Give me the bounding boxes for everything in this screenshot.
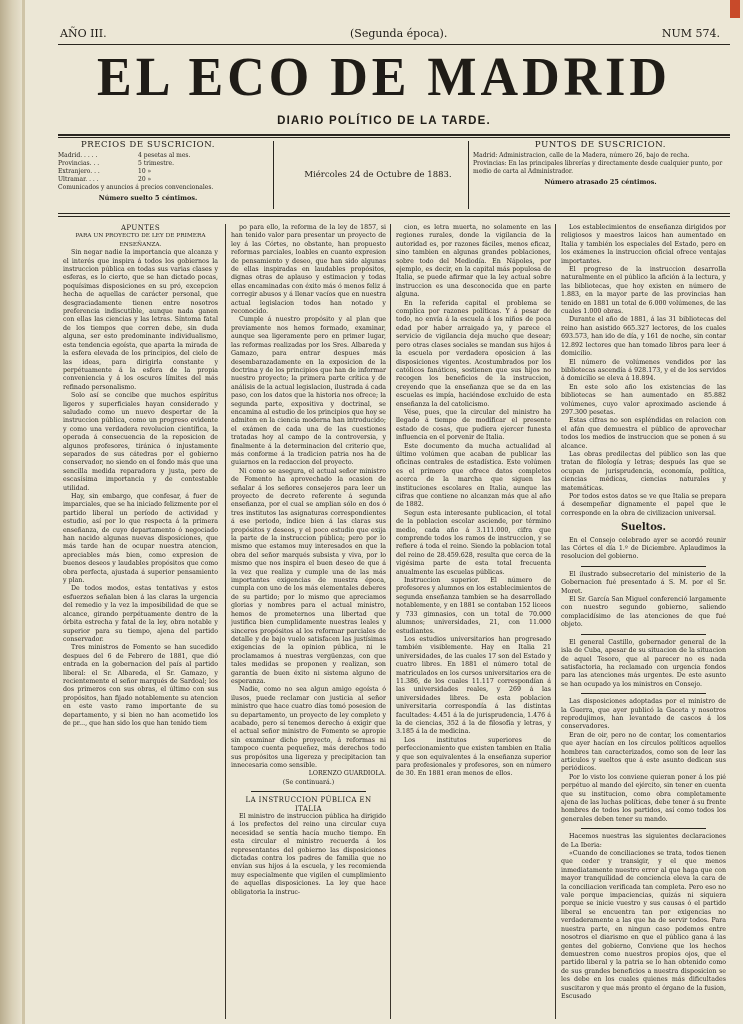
points-madrid: Madrid: Administracion, calle de la Madera, número 26, bajo de recha. — [473, 152, 690, 159]
column-3 — [396, 224, 551, 1019]
paragraph: Los establecimientos de enseñanza dirigidos por religiosos y maestros laicos han aumentado en Italia y también los especiales del Estado, pero en los exámenes la instruccion oficial ofrece ventajas importantes. — [561, 224, 726, 265]
paragraph: Por todos estos datos se ve que Italia se prepara á desempeñar dignamente el papel que le corresponde en la obra de civilizacion universal. — [561, 493, 726, 517]
news-item: Por lo visto los conviene quieran poner á los pié perpétuo al mando del ejército, sin tener en cuenta que su institucion, como obra completamente ajena de las luchas políticas, debe tener á su frente hombres de todos los partidos, así como todos los generales deben tener su mando. — [561, 773, 726, 823]
masthead-subtitle: DIARIO POLÍTICO DE LA TARDE. — [277, 115, 491, 127]
issue-header — [60, 27, 730, 43]
news-item: El ilustrado subsecretario del ministerio de la Gobernacion fué presentado á S. M. por el Sr. Moret. — [561, 570, 726, 595]
price-row: Ultramar. . . . 20 » — [58, 176, 152, 183]
paragraph: De todos modos, estas tentativas y estos esfuerzos señalan bien á las claras la urgencia del remedio y la vez la imposibilidad de que se alcance, girando perpétuamente dentro de la órbita estrecha y fatal de la ley, obra notable y superior para su tiempo, ajena del partido conservador. — [63, 585, 218, 643]
issue-epoch: (Segunda época). — [350, 27, 448, 40]
paragraph: Estas cifras no son espléndidas en relacion con el afán que demuestra el público de aprovechar todos los medios de instruccion que se ponen á su alcance. — [561, 417, 726, 450]
paragraph: Sin negar nadie la importancia que alcanza y el interés que inspira á todos los gobiernos la instruccion pública en todas sus varias clases y esferas, es lo cierto, que se han dictado pocas, poquísimas disposiciones en su pró, excepcion hecha de aquellas de carácter personal, que desgraciadamente tienen entre nosotros preferencia indiscutible, aunque nada ganen con ellas las ciencias y las letras. Síntoma fatal de los tiempos que corren debe, sin duda alguna, ser esto predominante individualismo, esta tendencia egoísta, que aparta la mirada de la esfera elevada de los principios, del cielo de las ideas, para dirigirla constante y perpétuamente á la esfera de la propia conveniencia y á los oscuros límites del más refinado personalismo. — [63, 249, 218, 391]
item-separator — [581, 828, 706, 829]
paragraph: Ni como se asegura, el actual señor ministro de Fomento ha aprovechado la ocasion de señalar á los señores consejeros para leer un proyecto de decreto referente á segunda enseñanza, por el cual se amplian sólo en dos ó tres institutos las asignaturas correspondientes á ese periodo, índice bien á las claras sus propósitos y deseos, y el poco estudio que exija la parte de la instruccion pública; pero por lo mismo que estamos muy interesados en que la obra del señor marqués subsista y viva, por lo mismo que nos inspira el buen deseo de que á la vez que realiza y cumple una de las más importantes exigencias de nuestra época, cumpla con uno de los más elementales deberes de su partido; por lo mismo que apreciamos glorias y nombres para el actual ministro, hemos de prometernos una libertad que justifica bien cumplidamente nuestras leales y sinceros propósitos al los reformar parciales de detalle y de bajo vuelo satisfacen las justísimas exigencias de la opinion pública, ni le proclamamos á nuestras vergüenzas, con que tales medidas se proponen y realizan, son garantía de buen éxito ni sistema alguno de esperanza. — [231, 467, 386, 685]
single-issue-price: Número suelto 5 céntimos. — [98, 194, 198, 202]
issue-date: Miércoles 24 de Octubre de 1883. — [304, 170, 452, 180]
paragraph: Hay, sin embargo, que confesar, á fuer de imparciales, que se ha iniciado felizmente por el partido liberal un período de actividad y estudio, así por lo que respecta á la primera enseñanza, de cuyo departamento ó negociado han nacido algunas nuevas disposiciones, que más tarde han de ocupar nuestra atencion, apreciables más bien, como expresion de buenos deseos y laudables propósitos que como obra perfecta, ajustada á superior pensamiento y plan. — [63, 493, 218, 585]
header-rule — [58, 44, 730, 45]
column-divider — [390, 224, 391, 1019]
column-4 — [561, 224, 726, 1019]
paragraph: Segun esta interesante publicacion, el total de la poblacion escolar asciende, por término medio, cada año á 3.111.000, cifra que comprende todos los ramos de instruccion, y se refiere á toda el reino. Siendo la poblacion total del reino de 28.459.628, resulta que cerca de la vigésima parte de esta total frecuenta anualmente las escuelas públicas. — [396, 509, 551, 576]
paragraph: Nadie, como no sea algun amigo egoísta ó ilusos, puede reclamar con justicia al señor ministro que hace cuatro días tomó posesion de su departamento, un proyecto de ley completo y acabado, pero sí tenemos derecho á exigir que el actual señor ministro de Fomento se apropie sin examinar dicho proyecto, á reformas ni tampoco cuenta pequeñez, más derechos todo sus propósitos una ligereza y precipitacion tan innecesaria como sensible. — [231, 686, 386, 769]
paragraph: Tres ministros de Fomento se han sucedido despues del 6 de Febrero de 1881, que dió entrada en la gobernacion del país al partido liberal: el Sr. Albareda, el Sr. Gamazo, y recientemente el señor marqués de Sardoal; los dos primeros con sus obras, el último con sus propósitos, han fijado notablemente su atencion en este vasto ramo importante de su departamento, y si bien no han acometido los de pr..., que han sido los que han tenido tiem — [63, 644, 218, 727]
price-row: Extranjero. . . 10 » — [58, 168, 152, 175]
article-signature: LORENZO GUARDIOLA. — [308, 770, 386, 778]
paragraph: En este solo año los existencias de las bibliotecas se han aumentado en 85.882 volúmenes, cuyo valor aproximado asciende á 297.300 pesetas. — [561, 383, 726, 416]
ads-note: Comunicados y anuncios á precios convencionales. — [58, 184, 214, 191]
news-item: Eran de oir, pero no de contar, los comentarios que ayer hacían en los círculos políticos aquellos hombres tan caracterizados, como son de leer las artículos y sueltos que á este asunto dedican sus periódicos. — [561, 731, 726, 773]
item-separator — [581, 693, 706, 694]
subscription-prices — [58, 141, 238, 221]
masthead-title: EL ECO DE MADRID — [97, 47, 671, 108]
column-2 — [231, 224, 386, 1019]
article-subheading: PARA UN PROYECTO DE LEY DE PRIMERA ENSEÑANZA. — [75, 233, 206, 248]
masthead-rule-top — [58, 134, 730, 136]
paragraph: En la referida capital el problema se complica por razones políticas. Y á pesar de todo, no envía á la escuela á los niños de poca edad por haber arraigado ya, y parece el servicio de vigilancia deja mucho que desear; pero otras clases sociales se mandan sus hijos á la escuela por verdadera oposicion á las disposiciones vigentes. Acostumbrados por los católicos fanáticos, sostienen que sus hijos no recogen los beneficios de la instruccion, creyendo que la enseñanza que se da en las escuelas es impía, haciéndose excluido de esta enseñanza la del catolicismo. — [396, 299, 551, 408]
newspaper-page — [28, 0, 740, 1024]
article-heading: APUNTES — [120, 224, 161, 232]
news-item: Hacemos nuestras las siguientes declaraciones de La Iberia: — [561, 833, 726, 849]
price-row: Madrid. . . . . 4 pesetas al mes. — [58, 152, 191, 159]
page-tab-marker — [730, 0, 740, 18]
page-edge — [22, 0, 25, 1024]
paragraph: Las obras predilectas del público son las que tratan de filología y letras; después las que se ocupan de jurisprudencia, economía, política, ciencias médicas, ciencias naturales y matemáticas. — [561, 450, 726, 492]
column-divider — [555, 224, 556, 1019]
section-heading: Sueltos. — [620, 522, 667, 534]
news-item: El general Castillo, gobernador general de la isla de Cuba, apesar de su situacion de la situacion de aquel Tesoro, que al parecer no es nada satisfactoria, ha reclamado con urgencia fondos para las atenciones más urgentes. De este asunto se han ocupado ya los ministros en Consejo. — [561, 638, 726, 688]
paragraph: Solo así se concibe que muchos espíritus ligeros y superficiales hayan considerado y saludado como un nuevo despertar de la instruccion pública, como un progreso evidente y como una verdadera revolucion científica, la operada á consecuencia de la reposicion de algunos profesores, tiránica ó injustamente separados de sus cátedras por el gobierno conservador, no siendo en el fondo más que una sencilla medida reparadora y justa, pero de escasísima importancia y de contestable utilidad. — [63, 392, 218, 492]
paragraph: Los estudios universitarios han progresado también visiblemente. Hay en Italia 21 universidades, de las cuales 17 son del Estado y cuatro libres. En 1881 el número total de matriculados en los cursos universitarios era de 11.386, de los cuales 11.117 correspondían á las universidades reales, y 269 á las universidades libres. De esta poblacion universitaria correspondía á las distintas facultades: 4.451 á la de jurisprudencia, 1.476 á la de ciencias, 352 á la de filosofía y letras, y 3.185 á la de medicina. — [396, 635, 551, 736]
paragraph: Vése, pues, que la circular del ministro ha llegado á tiempo de modificar el presente estado de cosas, que pudiera ejercer funesta influencia en el porvenir de Italia. — [396, 408, 551, 442]
item-separator — [581, 566, 706, 567]
price-row: Provincias. . . 5 trimestre. — [58, 160, 174, 167]
paragraph: cion, es letra muerta, no solamente en las regiones rurales, donde la vigilancia de la autoridad es, por razones fáciles, menos eficaz, sino tambien en algunas grandes poblaciones, sobre todo del Mediodía. En Nápoles, por ejemplo, es decir, en la capital más populosa de Italia, se puede afirmar que la ley actual sobre instruccion es una desconocida que en parte alguna. — [396, 224, 551, 299]
subscription-points — [473, 141, 728, 186]
box-divider-right — [468, 141, 469, 209]
box-divider-left — [273, 141, 274, 209]
column-divider — [225, 224, 226, 1019]
issue-number: NUM 574. — [661, 27, 720, 40]
paragraph: Cumple á nuestro propósito y al plan que previamente nos hemos formado, examinar, aunque sea ligeramente pero en primer lugar, las reformas realizadas por los Sres. Albareda y Gamazo, para entrar despues más desembarazadamente en la exposicion de la doctrina y de los principios que han de informar nuestro proyecto; la primera parte crítica y de análisis de la actual legislacion, ilustrada á cada paso, con los datos que la historia nos ofrece; la segunda parte, expositiva y doctrinal, se encamina al estudio de los principios que hoy se admiten en la ciencia moderna han introducido; el exámen de cada una de las cuestiones tratadas hoy al campo de la controversia, y finalmente á la determinacion del criterio que, más conforme á la tradicion patria nos ha de guiarnos en la redaccion del proyecto. — [231, 316, 386, 467]
columns-rule-thin — [58, 216, 730, 217]
news-item: «Cuando de conciliaciones se trata, todos tienen que ceder y transigir, y el que menos inmediatamente nuestro error al que haga que con mayor tranquilidad de conciencia eleva la cara de la conciliacion verificada tan completa. Pero eso no vale porque impaciencias, quizás ni siquiera porque se inicie vuestro y sus causas ó el partido liberal se encuentra tan por exigencias no verdaderamente a las que ha de servir todos. Para nuestra parte, en ningun caso podemos entre nosotros el diarismo en que el público gana á las gentes del gobierno, Conviene que los hechos demuestren como nuestros propios ojos, que el partido liberal y la patria se lo han obtenido como de sus grandes beneficios a nuestra disposicion se les debe en los cuales quienes más dificultades suscitaron y que más pronto el órgano de la fusion, Escusado — [561, 850, 726, 1000]
article-heading: LA INSTRUCCION PÚBLICA EN ITALIA — [245, 796, 372, 813]
paragraph: Los institutos superiores de perfeccionamiento que existen tambien en Italia y que son equivalentes á la enseñanza superior para profesionales y profesores, son en número de 30. En 1881 eran menos de ellos. — [396, 736, 551, 778]
news-item: El Sr. García San Miguel conferenció largamente con nuestro segundo gobierno, saliendo complacidísimo de las atenciones de que fué objeto. — [561, 596, 726, 629]
news-item: En el Consejo celebrado ayer se acordó reunir las Córtes el día 1.º de Diciembre. Aplaudimos la resolucion del gobierno. — [561, 536, 726, 561]
binding-spine — [0, 0, 22, 1024]
columns-rule-top — [58, 213, 730, 214]
paragraph: El ministro de instruccion pública ha dirigido á los prefectos del reino una circular cuya necesidad se sentía hacía mucho tiempo. En esta circular el ministro recuerda á los representantes del gobierno las disposiciones dictadas contra los padres de familia que no envían sus hijos á la escuela, y les recomienda muy especialmente que vigilen el cumplimiento de aquellas disposiciones. La ley que hace obligatoria la instruc- — [231, 813, 386, 896]
paragraph: Durante el año de 1881, á las 31 bibliotecas del reino han asistido 665.327 lectores, de los cuales 693.573, han ido de día, y 161 de noche, sin contar 12.892 lectores que han tomado libros para leer á domicilio. — [561, 316, 726, 358]
article-separator — [251, 791, 366, 792]
paragraph: po para ello, la reforma de la ley de 1857, si han tenido valor para presentar un proyecto de ley á las Córtes, no obstante, han propuesto reformas parciales, loables en cuanto expresion de pensamiento y deseo, que han sido algunas de ellas inspiradas en laudables propósitos, dignas otras de aplauso y estimacion y todas ellas encaminadas con éxito más ó menos feliz á corregir abusos y á llenar vacíos que en nuestra actual legislacion todos han notado y reconocido. — [231, 224, 386, 316]
continued-note: (Se continuará.) — [282, 778, 335, 786]
column-1 — [63, 224, 218, 1019]
back-issue-price: Número atrasado 25 céntimos. — [544, 178, 657, 186]
item-separator — [581, 634, 706, 635]
masthead-rule-thin — [58, 137, 730, 138]
paragraph: Este documento da mucha actualidad al último volúmen que acaban de publicar las oficinas centrales de estadística. Este volúmen es el primero que ofrece datos completos acerca de la marcha que siguen las instituciones escolares en Italia, aunque las cifras que contiene no alcanzan más que al año de 1882. — [396, 442, 551, 509]
paragraph: El número de volúmenes vendidos por las bibliotecas ascendía á 928.173, y el de los servidos á domicilio se eleva á 18.894. — [561, 358, 726, 383]
news-item: Las disposiciones adoptadas por el ministro de la Guerra, que ayer publicó la Gaceta y nosotros reprodujimos, han levantado de cascos á los conservadores. — [561, 698, 726, 731]
points-provinces: Provincias: En las principales librerías y directamente desde cualquier punto, por medio de carta al Administrador. — [473, 160, 723, 175]
paragraph: El progreso de la instruccion desarrolla naturalmente en el público la afición á la lectura, y las bibliotecas, que hoy existen en número de 1.883, en la mayor parte de las provincias han tenido en 1881 un total de 6.000 volúmenes, de las cuales 1.000 obras. — [561, 266, 726, 316]
prices-title: PRECIOS DE SUSCRICION. — [80, 140, 216, 150]
paragraph: Instruccion superior. El número de profesores y alumnos en los establecimientos de segunda enseñanza tambien se ha desarrollado notablemente, y en 1881 se contaban 152 liceos y 733 gimnasios, con un total de 70.000 alumnos; universidades, 21, con 11.000 estudiantes. — [396, 577, 551, 635]
points-title: PUNTOS DE SUSCRICION. — [534, 140, 667, 150]
issue-year: AÑO III. — [60, 27, 107, 40]
